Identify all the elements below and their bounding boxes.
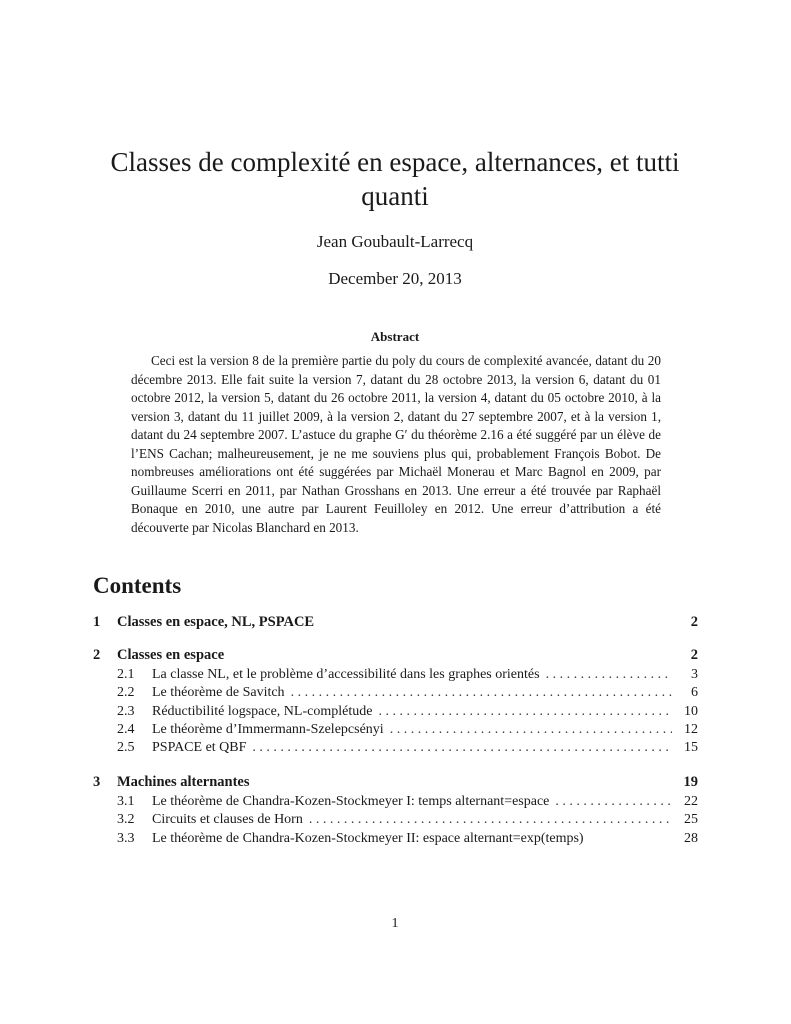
toc-leader-dots — [309, 812, 672, 828]
document-date: December 20, 2013 — [328, 269, 462, 288]
toc-leader-dots — [546, 667, 672, 683]
toc-title: Circuits et clauses de Horn — [152, 812, 303, 827]
toc-entry-1[interactable] — [93, 614, 698, 634]
toc-number: 2.3 — [117, 704, 135, 719]
toc-page: 2 — [690, 614, 698, 630]
toc-entry-3-3[interactable] — [93, 831, 698, 851]
toc-number: 3.2 — [117, 812, 135, 827]
toc-title: La classe NL, et le problème d’accessibilité dans les graphes orientés — [152, 667, 540, 682]
toc-leader-dots — [378, 704, 672, 720]
toc-number: 3 — [93, 774, 101, 790]
toc-number: 2.1 — [117, 667, 135, 682]
toc-number: 2.2 — [117, 685, 135, 700]
toc-page: 6 — [691, 685, 698, 700]
page-number: 1 — [391, 916, 399, 931]
toc-leader-dots — [252, 740, 672, 756]
toc-number: 2.5 — [117, 740, 135, 755]
toc-title: Le théorème d’Immermann-Szelepcsényi — [152, 722, 384, 737]
toc-page: 10 — [684, 704, 698, 719]
contents-heading: Contents — [93, 573, 182, 598]
toc-page: 25 — [684, 812, 698, 827]
toc-entry-2-2[interactable] — [93, 685, 698, 705]
toc-page: 15 — [684, 740, 698, 755]
toc-entry-3-1[interactable] — [93, 794, 698, 814]
document-title: Classes de complexité en espace, alternances, et tutti quanti — [110, 147, 680, 211]
toc-number: 3.3 — [117, 831, 135, 846]
toc-number: 2.4 — [117, 722, 135, 737]
toc-leader-dots — [291, 685, 672, 701]
toc-entry-2-3[interactable] — [93, 704, 698, 724]
toc-title: Réductibilité logspace, NL-complétude — [152, 704, 373, 719]
toc-title: Classes en espace, NL, PSPACE — [117, 614, 315, 630]
toc-title: Machines alternantes — [117, 774, 250, 790]
abstract-heading: Abstract — [370, 329, 420, 344]
toc-leader-dots — [555, 794, 672, 810]
toc-page: 28 — [684, 831, 698, 846]
toc-page: 2 — [690, 647, 698, 663]
toc-page: 12 — [684, 722, 698, 737]
toc-page: 19 — [683, 774, 698, 790]
abstract-body: Ceci est la version 8 de la première partie du poly du cours de complexité avancée, datant du 20 décembre 2013. Elle fait suite la version 7, datant du 28 octobre 2013, la version 6, datant du 01 octobre 2012, la version 5, datant du 26 octobre 2011, la version 4, datant du 05 octobre 2010, à la version 3, datant du 11 juillet 2009, à la version 2, datant du 27 septembre 2007, et à la version 1, datant du 24 septembre 2007. L’astuce du graphe G′ du théorème 2.16 a été suggéré par un élève de l’ENS Cachan; malheureusement, je ne me souviens plus qui, probablement François Bobot. De nombreuses améliorations ont été suggérées par Michaël Monerau et Marc Bagnol en 2009, par Guillaume Scerri en 2011, par Nathan Grosshans en 2013. Une erreur a été trouvée par Raphaël Bonaque en 2010, une autre par Laurent Feuilloley en 2012. Une erreur d’attribution a été découverte par Nicolas Blanchard en 2013. — [131, 353, 661, 535]
author-name: Jean Goubault-Larrecq — [316, 232, 474, 251]
toc-page: 3 — [691, 667, 698, 682]
toc-title: Le théorème de Chandra-Kozen-Stockmeyer II: espace alternant=exp(temps) — [152, 831, 584, 846]
toc-page: 22 — [684, 794, 698, 809]
toc-title: Le théorème de Chandra-Kozen-Stockmeyer I: temps alternant=espace — [152, 794, 550, 809]
toc-entry-2-1[interactable] — [93, 667, 698, 687]
toc-title: PSPACE et QBF — [152, 740, 247, 755]
toc-number: 3.1 — [117, 794, 135, 809]
toc-entry-2-5[interactable] — [93, 740, 698, 760]
toc-entry-3[interactable] — [93, 774, 698, 794]
toc-title: Le théorème de Savitch — [152, 685, 285, 700]
toc-entry-3-2[interactable] — [93, 812, 698, 832]
toc-number: 1 — [93, 614, 101, 630]
toc-entry-2-4[interactable] — [93, 722, 698, 742]
toc-leader-dots — [390, 722, 672, 738]
toc-number: 2 — [93, 647, 101, 663]
toc-entry-2[interactable] — [93, 647, 698, 667]
toc-title: Classes en espace — [117, 647, 225, 663]
